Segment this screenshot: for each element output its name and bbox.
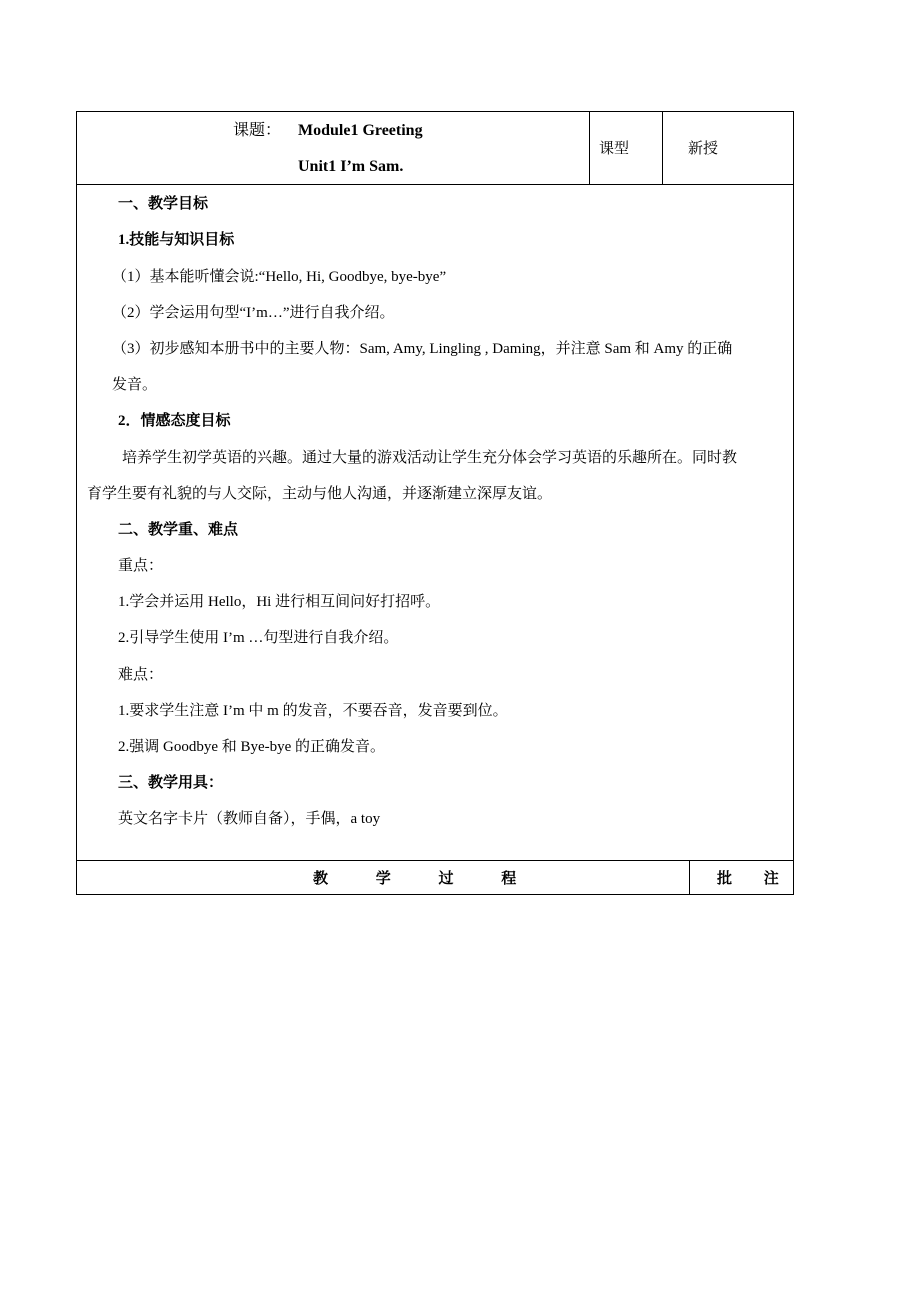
section-teaching-aids-heading: 三、教学用具： — [118, 775, 224, 791]
module-title: Module1 Greeting — [298, 122, 423, 139]
objective-item-1: （1）基本能听懂会说:“Hello, Hi, Goodbye, bye-bye” — [112, 269, 447, 285]
skills-objective-heading: 1.技能与知识目标 — [118, 232, 235, 248]
topic-label: 课题： — [233, 122, 282, 139]
unit-title: Unit1 I’m Sam. — [298, 158, 404, 175]
difficult-point-1: 1.要求学生注意 I’m 中 m 的发音，不要吞音，发音要到位。 — [118, 703, 508, 719]
difficult-points-label: 难点： — [118, 667, 164, 683]
key-point-1: 1.学会并运用 Hello，Hi 进行相互间问好打招呼。 — [118, 594, 441, 610]
teaching-process-label: 教 学 过 程 — [313, 871, 539, 887]
objective-item-3-line-1: （3）初步感知本册书中的主要人物：Sam, Amy, Lingling , Daming，并注意 Sam 和 Amy 的正确 — [112, 341, 733, 357]
attitude-paragraph-line-1: 培养学生初学英语的兴趣。通过大量的游戏活动让学生充分体会学习英语的乐趣所在。同时教 — [122, 450, 738, 466]
attitude-paragraph-line-2: 育学生要有礼貌的与人交际，主动与他人沟通，并逐渐建立深厚友谊。 — [87, 486, 553, 502]
lesson-type-label: 课型 — [599, 141, 630, 157]
objective-item-2: （2）学会运用句型“I’m…”进行自我介绍。 — [112, 305, 395, 321]
header-divider — [76, 184, 794, 185]
header-col-divider-1 — [589, 111, 590, 185]
lesson-type-value: 新授 — [688, 141, 719, 157]
section-objectives-heading: 一、教学目标 — [118, 196, 209, 212]
teaching-aids-list: 英文名字卡片（教师自备），手偶，a toy — [118, 811, 381, 827]
footer-col-divider — [689, 860, 690, 895]
objective-item-3-line-2: 发音。 — [112, 377, 158, 393]
key-point-2: 2.引导学生使用 I’m …句型进行自我介绍。 — [118, 630, 399, 646]
difficult-point-2: 2.强调 Goodbye 和 Bye-bye 的正确发音。 — [118, 739, 386, 755]
notes-label: 批 注 — [717, 871, 793, 887]
section-key-points-heading: 二、教学重、难点 — [118, 522, 239, 538]
footer-divider — [76, 860, 794, 861]
header-col-divider-2 — [662, 111, 663, 185]
key-points-label: 重点： — [118, 558, 164, 574]
attitude-objective-heading: 2．情感态度目标 — [118, 413, 231, 429]
